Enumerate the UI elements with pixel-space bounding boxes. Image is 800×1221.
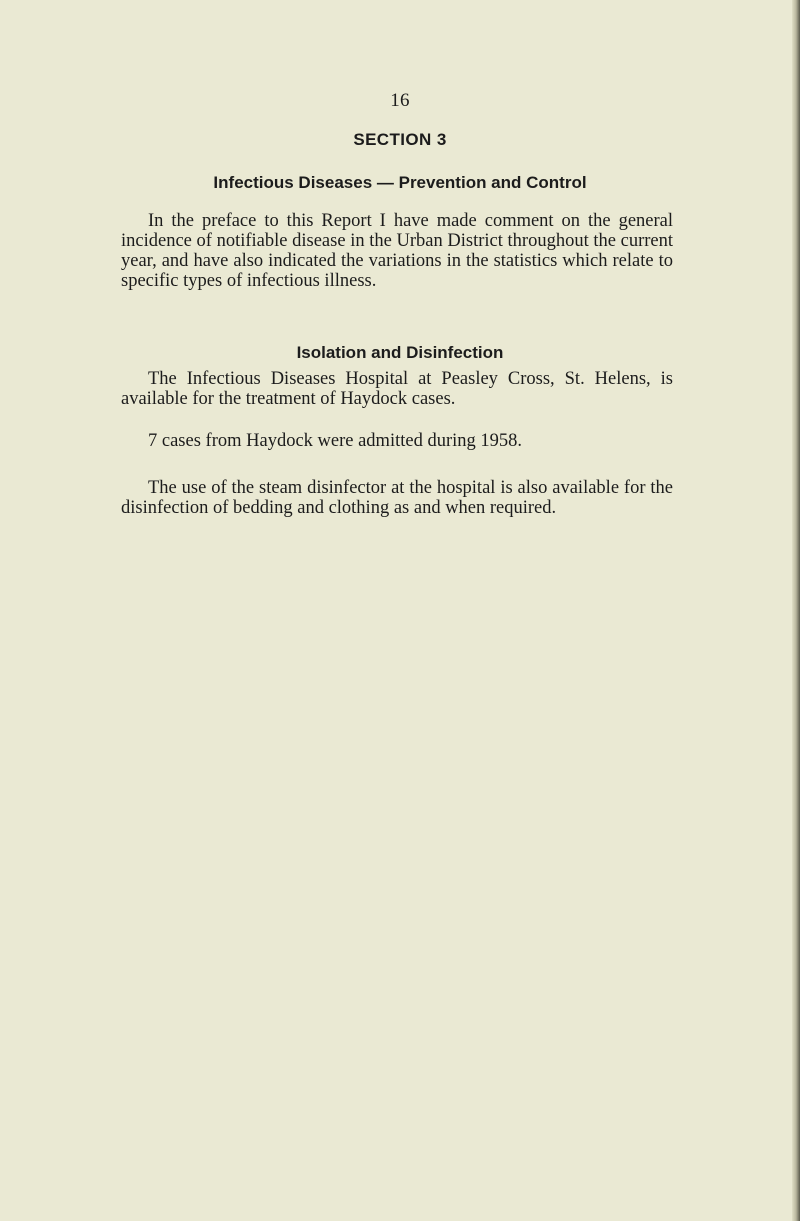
admissions-paragraph: 7 cases from Haydock were admitted during 1958.: [148, 431, 523, 451]
section-title: SECTION 3: [353, 130, 447, 149]
hospital-paragraph: The Infectious Diseases Hospital at Peasley Cross, St. Helens, is available for the treatment of Haydock cases.: [121, 369, 673, 409]
disinfector-paragraph: The use of the steam disinfector at the hospital is also available for the disinfection of bedding and clothing as and when required.: [121, 478, 673, 518]
subheading-isolation: Isolation and Disinfection: [296, 343, 504, 362]
page-number: 16: [390, 90, 410, 111]
intro-paragraph: In the preface to this Report I have made comment on the general incidence of notifiable disease in the Urban District throughout the current year, and have also indicated the variations in the statistics which relate to specific types of infectious illness.: [121, 211, 673, 291]
page-edge-shadow: [792, 0, 800, 1221]
main-heading: Infectious Diseases — Prevention and Control: [213, 173, 587, 192]
